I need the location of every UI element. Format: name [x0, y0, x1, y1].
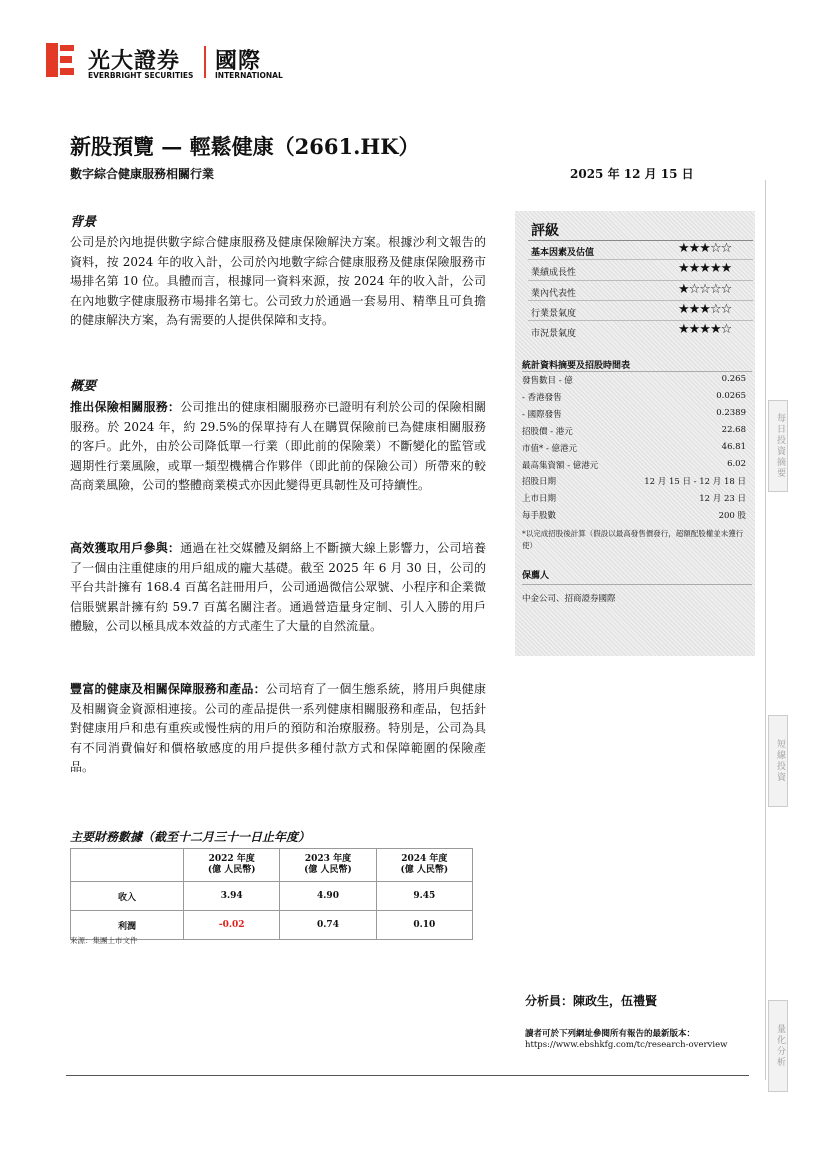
stats-row — [522, 458, 746, 472]
stats-value: 0.265 — [721, 374, 746, 384]
stats-row — [522, 474, 746, 488]
rating-label: 業績成長性 — [531, 268, 577, 278]
row-label: 收入 — [71, 882, 184, 911]
overview-item — [70, 398, 486, 496]
financials-table — [70, 848, 473, 940]
stats-row — [522, 441, 746, 455]
rating-divider — [528, 320, 753, 321]
table-header — [376, 849, 472, 882]
table-header-row — [71, 849, 473, 882]
sponsor-text: 中金公司、招商證券國際 — [522, 594, 616, 604]
stats-key: 最高集資額 - 億港元 — [522, 461, 599, 471]
rating-divider — [528, 300, 753, 301]
overview-item-text: 通過在社交媒體及網絡上不斷擴大線上影響力，公司培養了一個由注重健康的用戶組成的龐大基礎。截至 2025 年 6 月 30 日，公司的平台共計擁有 168.4 百萬名註冊用戶，公司通過微信公眾號、小程序和企業微信賬號累計擁有約 59.7 百萬名關注者。通過營造量身定制、引人入勝的用戶體驗，公司以極具成本效益的方式產生了大量的自然流量。 — [70, 541, 486, 634]
rating-label: 業內代表性 — [531, 289, 577, 299]
star-rating-icon: ★★★☆☆ — [678, 302, 732, 317]
rating-label: 市況景氣度 — [531, 329, 577, 339]
overview-item — [70, 680, 486, 778]
header-year: 2024 年度 — [401, 854, 448, 864]
stats-divider — [522, 371, 752, 372]
side-tab-rail — [765, 180, 766, 1080]
stats-value: 22.68 — [721, 425, 746, 435]
brand-name-en: EVERBRIGHT SECURITIES — [88, 71, 194, 80]
brand-name-en2: INTERNATIONAL — [215, 71, 283, 80]
star-rating-icon: ★★★★★ — [678, 261, 732, 276]
background-text: 公司是於內地提供數字綜合健康服務及健康保險解決方案。根據沙利文報告的資料，按 2024 年的收入計，公司於內地數字綜合健康服務及健康保險服務市場排名第 10 位。具體而言，根據同一資料來源，按 2024 年的收入計，公司在內地數字健康服務市場排名第七。公司致力於通過一套易用、精準且可負擔的健康解決方案，為有需要的人提供保障和支持。 — [70, 235, 486, 328]
table-header — [280, 849, 376, 882]
stats-key: 發售數目 - 億 — [522, 376, 573, 386]
tab-short-term[interactable]: 短線投資 — [768, 715, 788, 807]
page-subtitle: 數字綜合健康服務相關行業 — [70, 167, 215, 181]
rating-divider — [528, 259, 753, 260]
overview-item-lead: 高效獲取用戶參與： — [70, 541, 181, 555]
readers-note: 讀者可於下列網址參閱所有報告的最新版本： — [525, 1029, 696, 1039]
brand-name-cn2: 國際 — [215, 49, 262, 74]
stats-key: 市值* - 億港元 — [522, 444, 578, 454]
star-rating-icon: ★☆☆☆☆ — [678, 282, 732, 297]
overview-item-lead: 推出保險相關服務： — [70, 400, 181, 414]
stats-value: 12 月 23 日 — [699, 494, 746, 504]
header-unit: (億 人民幣) — [400, 865, 449, 875]
overview-item-text: 公司推出的健康相關服務亦已證明有利於公司的保險相關服務。於 2024 年，約 29.5%的保單持有人在購買保險前已為健康相關服務的客戶。此外，由於公司降低單一行業（即此前的保險業）不斷變化的監管或週期性行業風險，或單一類型機構合作夥伴（即此前的保險公司）所帶來的較高商業風險，公司的整體商業模式亦因此變得更具韌性及可持續性。 — [70, 400, 486, 493]
header-unit: (億 人民幣) — [304, 865, 352, 875]
rating-divider — [528, 280, 753, 281]
overview-item — [70, 539, 486, 637]
page-title: 新股預覽 — 輕鬆健康（2661.HK） — [70, 134, 420, 159]
brand-name-cn: 光大證券 — [88, 49, 181, 74]
header-year: 2023 年度 — [304, 854, 352, 864]
stats-row — [522, 491, 746, 505]
header-year: 2022 年度 — [208, 854, 255, 864]
table-header — [184, 849, 280, 882]
table-cell: -0.02 — [184, 911, 280, 940]
stats-row — [522, 508, 746, 522]
overview-item-lead: 豐富的健康及相關保障服務和產品： — [70, 682, 266, 696]
stats-row — [522, 373, 746, 387]
table-cell: 9.45 — [376, 882, 472, 911]
research-link[interactable]: https://www.ebshkfg.com/tc/research-overview — [525, 1040, 728, 1050]
overview-item-text: 公司培育了一個生態系統，將用戶與健康及相關資金資源相連接。公司的產品提供一系列健康相關服務和產品，包括針對健康用戶和患有重疾或慢性病的用戶的預防和治療服務。特別是，公司為具有不同消費偏好和價格敏感度的用戶提供多種付款方式和保障範圍的保險產品。 — [70, 682, 486, 775]
header-unit: (億 人民幣) — [207, 865, 256, 875]
table-cell: 0.74 — [280, 911, 376, 940]
table-cell: 3.94 — [184, 882, 280, 911]
stats-value: 200 股 — [718, 511, 746, 521]
stats-value: 46.81 — [721, 442, 746, 452]
rating-row — [531, 304, 751, 320]
stats-value: 0.0265 — [716, 391, 746, 401]
table-row — [71, 882, 473, 911]
stats-value: 6.02 — [727, 459, 746, 469]
stats-key: 每手股數 — [522, 511, 557, 521]
brand-separator — [204, 46, 206, 78]
analyst-names: 分析員：陳政生，伍禮賢 — [525, 994, 658, 1008]
stats-value: 12 月 15 日 - 12 月 18 日 — [644, 477, 746, 487]
rating-title: 評級 — [531, 223, 559, 239]
rating-label: 基本因素及估值 — [531, 248, 595, 258]
logo-mark — [44, 41, 76, 79]
financials-title: 主要財務數據（截至十二月三十一日止年度） — [70, 830, 311, 844]
rating-row — [531, 263, 751, 279]
footer-divider — [66, 1075, 749, 1076]
stats-row — [522, 407, 746, 421]
star-rating-icon: ★★★☆☆ — [678, 241, 732, 256]
rating-label: 行業景氣度 — [531, 309, 577, 319]
star-rating-icon: ★★★★☆ — [678, 322, 732, 337]
rating-row — [531, 284, 751, 300]
background-heading: 背景 — [70, 215, 97, 230]
stats-note: *以完成招股後計算（假設以最高發售價發行，超額配股權並未獲行使） — [522, 529, 744, 550]
table-corner — [71, 849, 184, 882]
stats-key: 上市日期 — [522, 494, 557, 504]
report-date: 2025 年 12 月 15 日 — [570, 167, 694, 181]
sponsor-title: 保薦人 — [522, 571, 550, 581]
financials-source: 來源：集團上市文件 — [70, 936, 138, 945]
overview-heading: 概要 — [70, 379, 97, 394]
stats-title: 統計資料摘要及招股時間表 — [522, 361, 631, 371]
tab-daily-summary[interactable]: 每日投資摘要 — [768, 400, 788, 492]
sponsor-divider — [522, 584, 752, 585]
tab-quant-analysis[interactable]: 量化分析 — [768, 1000, 788, 1092]
table-cell: 0.10 — [376, 911, 472, 940]
table-cell: 4.90 — [280, 882, 376, 911]
stats-value: 0.2389 — [716, 408, 746, 418]
stats-key: 招股日期 — [522, 477, 557, 487]
rating-row — [531, 324, 751, 340]
stats-key: 招股價 - 港元 — [522, 427, 573, 437]
rating-row — [531, 243, 751, 259]
stats-row — [522, 390, 746, 404]
stats-key: - 國際發售 — [522, 410, 562, 420]
stats-row — [522, 424, 746, 438]
stats-key: - 香港發售 — [522, 393, 562, 403]
row-label: 利潤 — [71, 911, 184, 940]
